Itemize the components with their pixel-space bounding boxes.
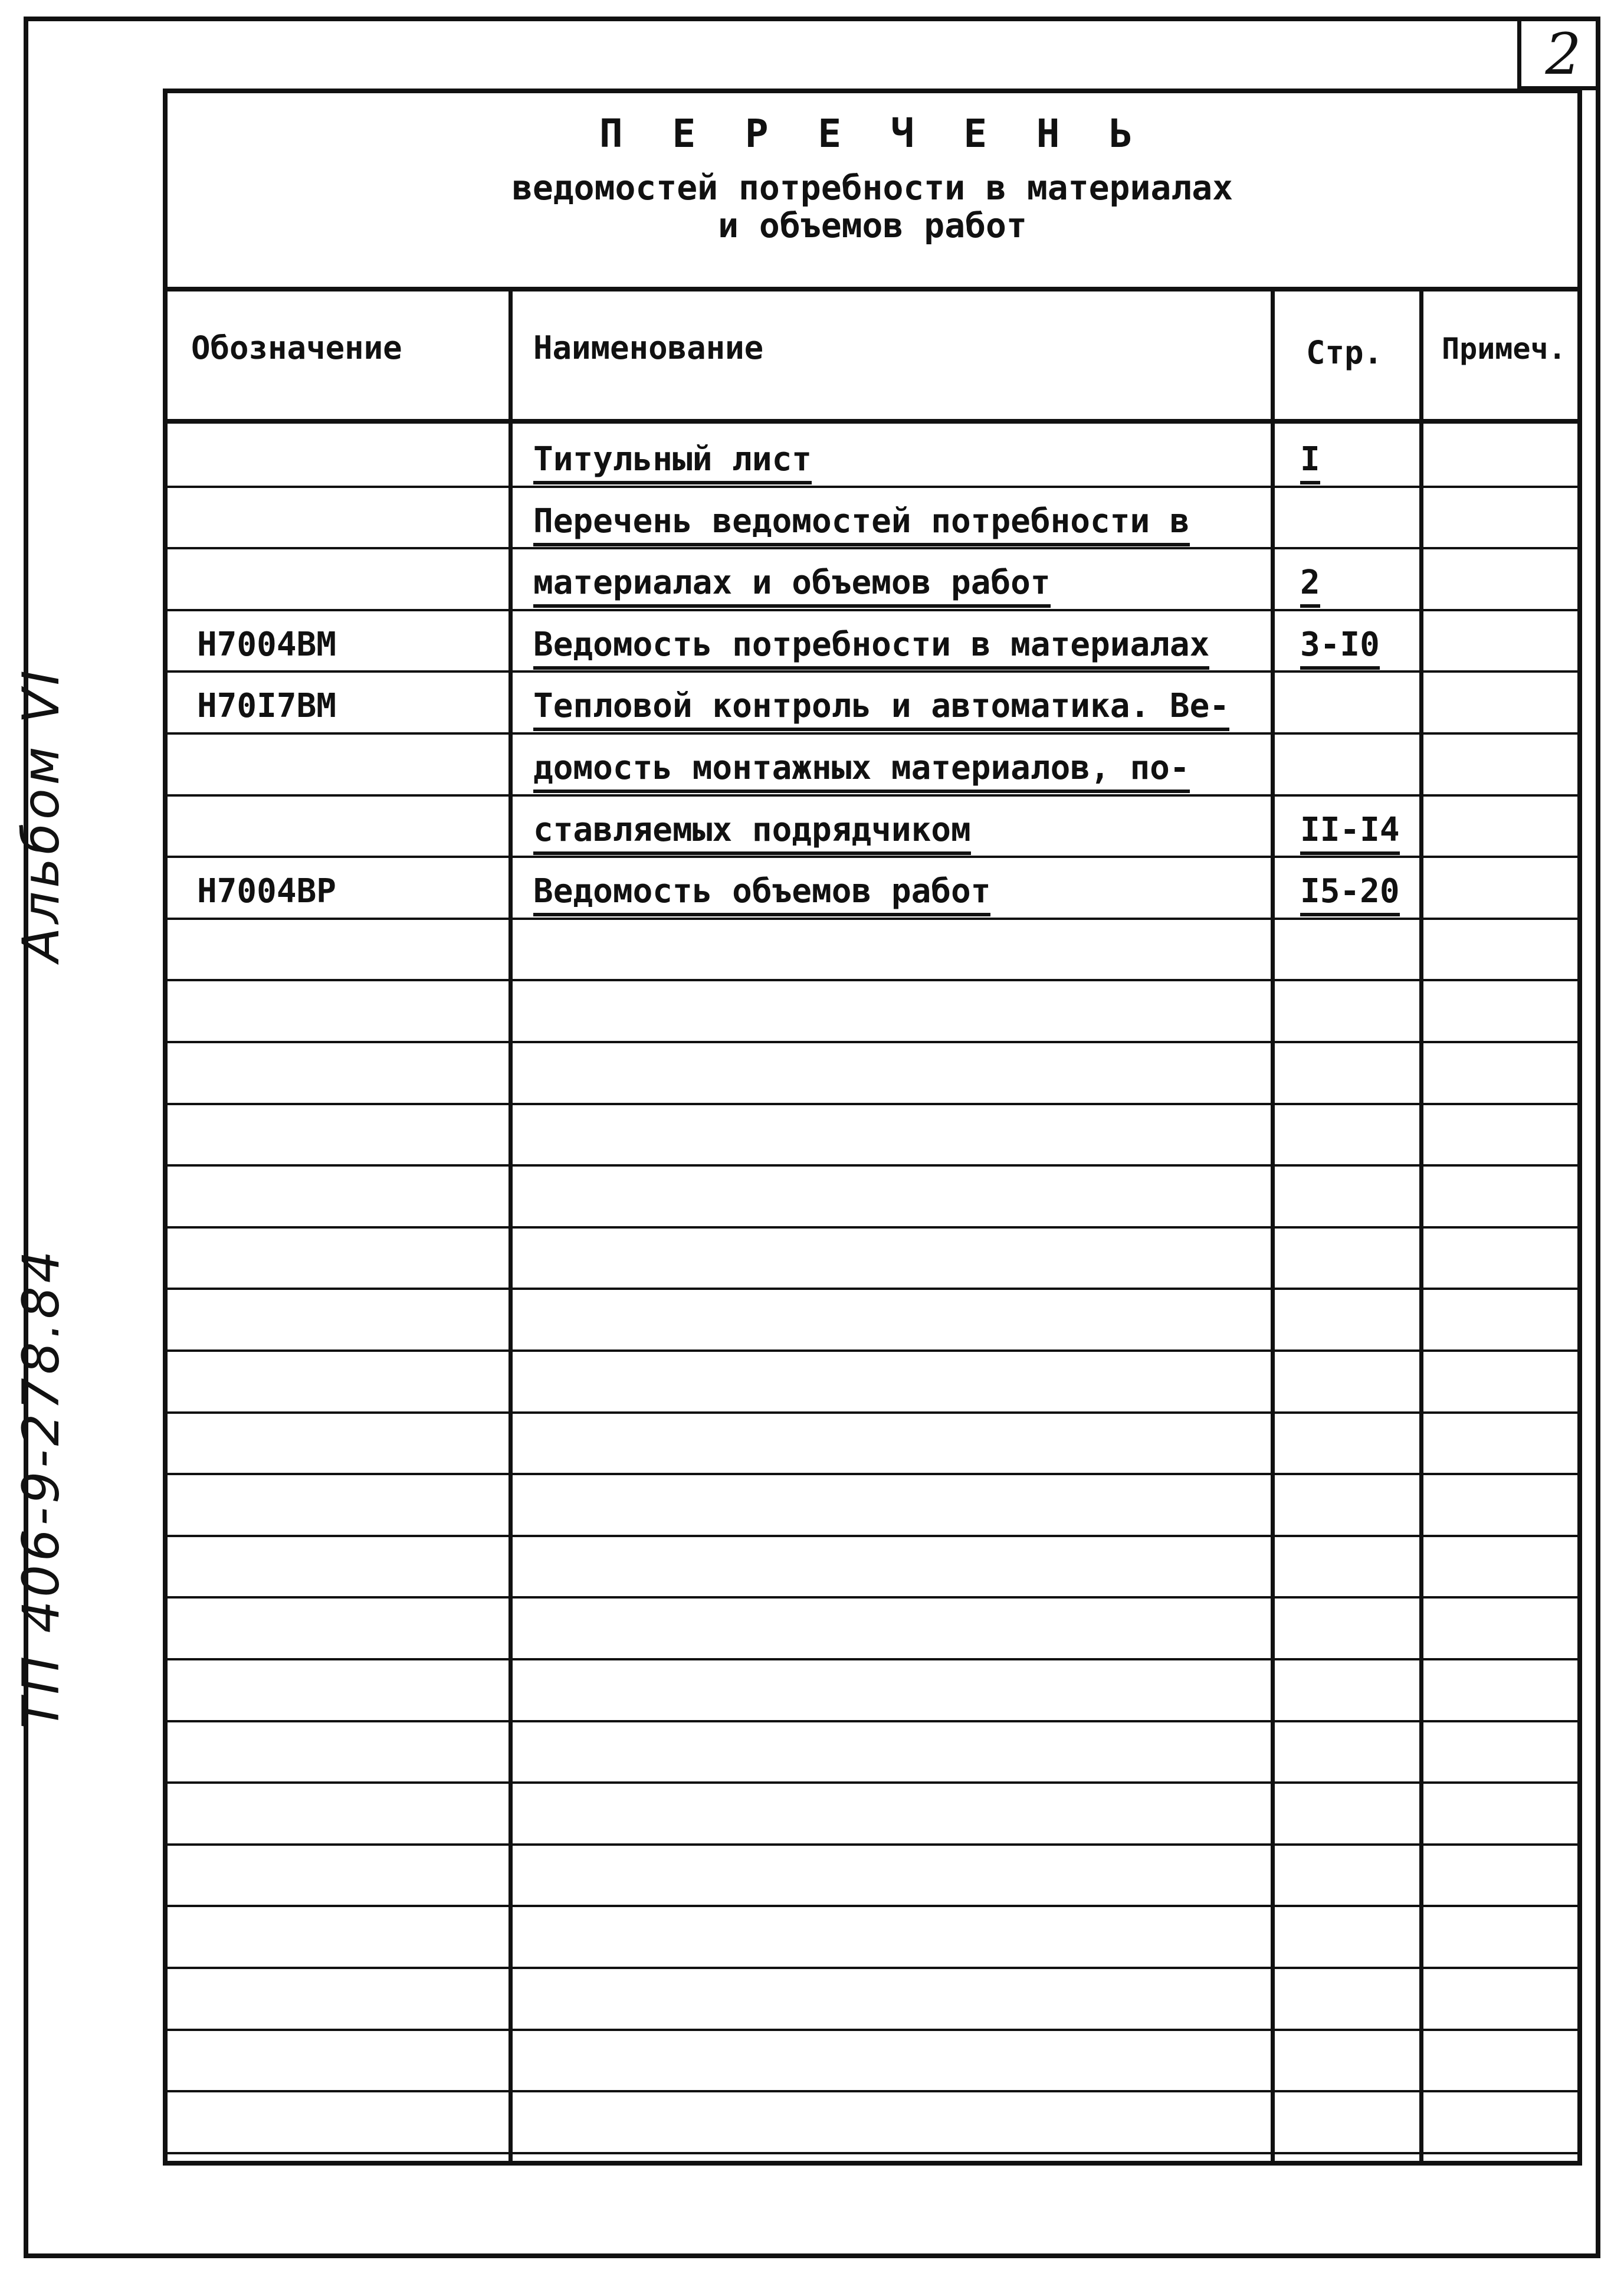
row-name: Титульный лист: [533, 440, 812, 484]
row-rule: [168, 918, 1577, 920]
column-divider-1: [508, 291, 513, 2166]
row-designation: Н7004ВР: [197, 872, 337, 910]
row-rule: [168, 1658, 1577, 1660]
list-table: [163, 89, 1582, 2166]
row-rule: [168, 1226, 1577, 1229]
page-title: П Е Р Е Ч Е Н Ь: [599, 111, 1146, 156]
row-rule: [168, 1164, 1577, 1167]
row-rule: [168, 1411, 1577, 1414]
row-designation: Н7004ВМ: [197, 625, 337, 664]
row-rule: [168, 1041, 1577, 1043]
row-rule: [168, 794, 1577, 797]
row-rule: [168, 486, 1577, 488]
row-page: II-I4: [1300, 811, 1400, 855]
column-header-name: Наименование: [533, 329, 764, 366]
column-header-designation: Обозначение: [191, 329, 402, 366]
row-rule: [168, 1843, 1577, 1846]
row-rule: [168, 670, 1577, 673]
column-header-page: Стр.: [1306, 334, 1383, 371]
row-rule: [168, 1349, 1577, 1352]
subtitle-line-2: и объемов работ: [718, 205, 1027, 245]
album-label: Альбом VI: [12, 667, 71, 962]
row-rule: [168, 732, 1577, 735]
row-rule: [168, 2029, 1577, 2031]
row-name: Тепловой контроль и автоматика. Ве-: [533, 687, 1229, 731]
row-rule: [168, 1720, 1577, 1722]
row-rule: [168, 1967, 1577, 1969]
column-divider-3: [1419, 291, 1423, 2166]
row-name: Перечень ведомостей потребности в: [533, 502, 1190, 546]
row-name: ставляемых подрядчиком: [533, 811, 971, 855]
row-rule: [168, 1535, 1577, 1537]
row-name: домость монтажных материалов, по-: [533, 749, 1190, 793]
row-rule: [168, 2090, 1577, 2092]
row-name: Ведомость объемов работ: [533, 872, 990, 916]
row-rule: [168, 1781, 1577, 1784]
row-page: I5-20: [1300, 872, 1400, 916]
row-rule: [168, 1103, 1577, 1105]
row-rule: [168, 979, 1577, 981]
row-name: материалах и объемов работ: [533, 564, 1051, 608]
column-header-note: Примеч.: [1442, 332, 1566, 366]
page-subtitle: [168, 169, 1577, 244]
page-number: 2: [1545, 21, 1582, 87]
row-rule: [168, 547, 1577, 549]
column-divider-2: [1271, 291, 1275, 2166]
column-header-rule: [168, 419, 1577, 424]
row-rule: [168, 1288, 1577, 1290]
row-page: 3-I0: [1300, 625, 1380, 670]
row-rule: [168, 1473, 1577, 1475]
document-code: ТП 406-9-278.84: [12, 1247, 71, 1729]
table-header: [168, 93, 1577, 291]
row-rule: [168, 609, 1577, 611]
side-margin: [12, 667, 118, 1729]
row-designation: Н70I7ВМ: [197, 687, 337, 725]
subtitle-line-1: ведомостей потребности в материалах: [511, 168, 1233, 208]
row-page: 2: [1300, 564, 1320, 608]
row-rule: [168, 1905, 1577, 1907]
row-rule: [168, 1596, 1577, 1599]
row-rule: [168, 856, 1577, 858]
row-page: I: [1300, 440, 1320, 484]
row-rule: [168, 2152, 1577, 2154]
row-name: Ведомость потребности в материалах: [533, 625, 1209, 670]
